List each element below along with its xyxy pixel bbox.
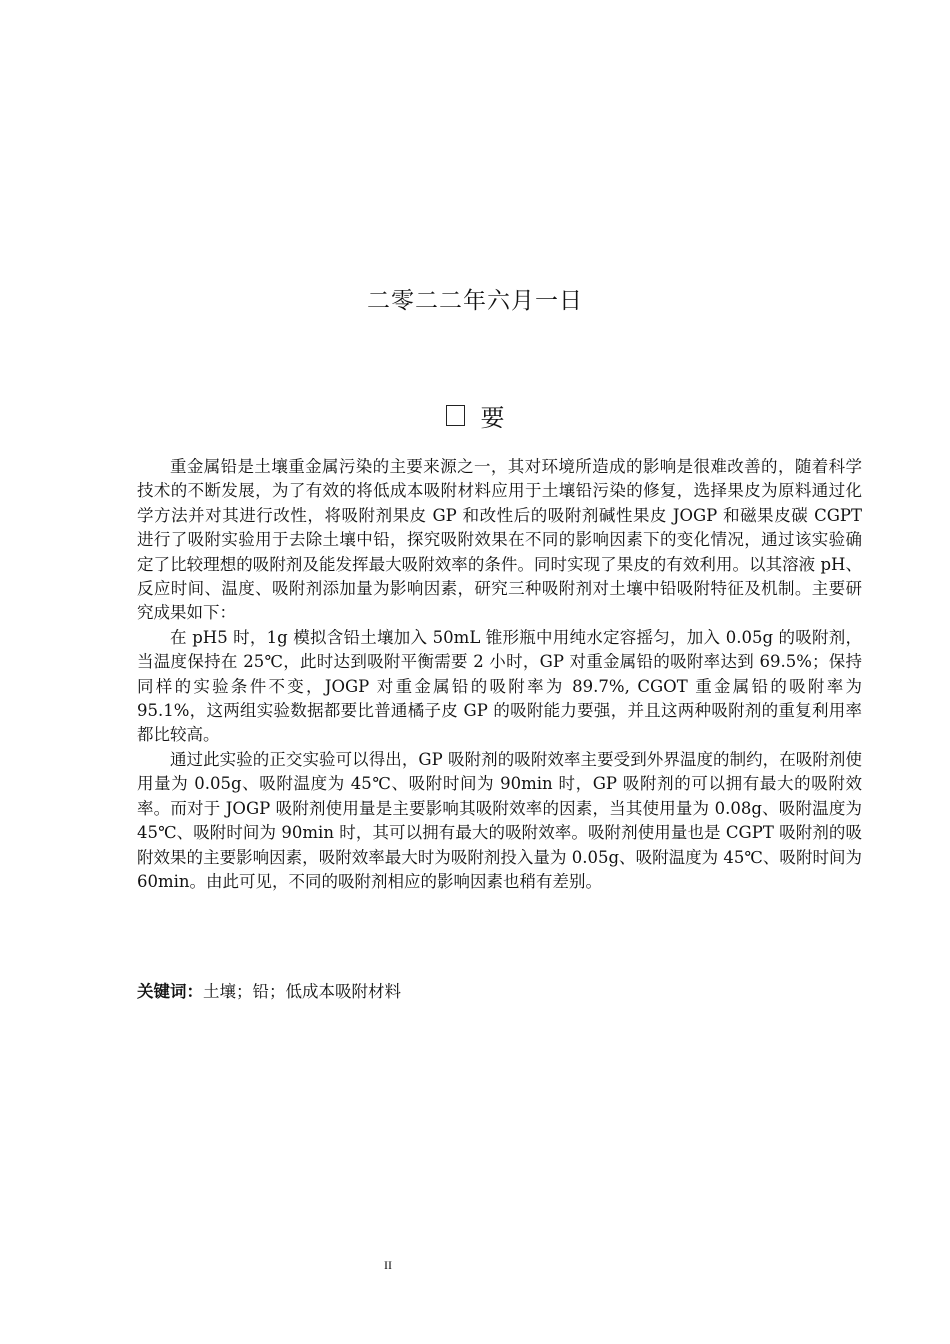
abstract-body (137, 455, 862, 894)
abstract-paragraph-2: 在 pH5 时，1g 模拟含铅土壤加入 50mL 锥形瓶中用纯水定容摇匀，加入 0.05g 的吸附剂，当温度保持在 25℃，此时达到吸附平衡需要 2 小时，GP 对重金属铅的吸附率达到 69.5%；保持同样的实验条件不变，JOGP 对重金属铅的吸附率为 89.7%, CGOT 重金属铅的吸附率为 95.1%，这两组实验数据都要比普通橘子皮 GP 的吸附能力要强，并且这两种吸附剂的重复利用率都比较高。 (137, 627, 862, 745)
abstract-heading (0, 398, 950, 433)
date-line: 二零二二年六月一日 (367, 288, 583, 314)
keywords-line (137, 980, 862, 1004)
abstract-paragraph-1: 重金属铅是土壤重金属污染的主要来源之一，其对环境所造成的影响是很难改善的，随着科学技术的不断发展，为了有效的将低成本吸附材料应用于土壤铅污染的修复，选择果皮为原料通过化学方法并对其进行改性，将吸附剂果皮 GP 和改性后的吸附剂碱性果皮 JOGP 和磁果皮碳 CGPT 进行了吸附实验用于去除土壤中铅，探究吸附效果在不同的影响因素下的变化情况，通过该实验确定了比较理想的吸附剂及能发挥最大吸附效率的条件。同时实现了果皮的有效利用。以其溶液 pH、反应时间、温度、吸附剂添加量为影响因素，研究三种吸附剂对土壤中铅吸附特征及机制。主要研究成果如下： (137, 457, 862, 623)
keywords-value: 土壤；铅；低成本吸附材料 (203, 982, 401, 1001)
abstract-heading-text: 要 (480, 404, 505, 432)
keywords-label: 关键词： (137, 982, 203, 1001)
missing-glyph-box-icon (446, 405, 465, 426)
abstract-paragraph-3: 通过此实验的正交实验可以得出，GP 吸附剂的吸附效率主要受到外界温度的制约，在吸附剂使用量为 0.05g、吸附温度为 45℃、吸附时间为 90min 时，GP 吸附剂的可以拥有最大的吸附效率。而对于 JOGP 吸附剂使用量是主要影响其吸附效率的因素，当其使用量为 0.08g、吸附温度为 45℃、吸附时间为 90min 时，其可以拥有最大的吸附效率。吸附剂使用量也是 CGPT 吸附剂的吸附效果的主要影响因素，吸附效率最大时为吸附剂投入量为 0.05g、吸附温度为 45℃、吸附时间为 60min。由此可见，不同的吸附剂相应的影响因素也稍有差别。 (137, 749, 862, 891)
page-number: II (384, 1258, 392, 1272)
